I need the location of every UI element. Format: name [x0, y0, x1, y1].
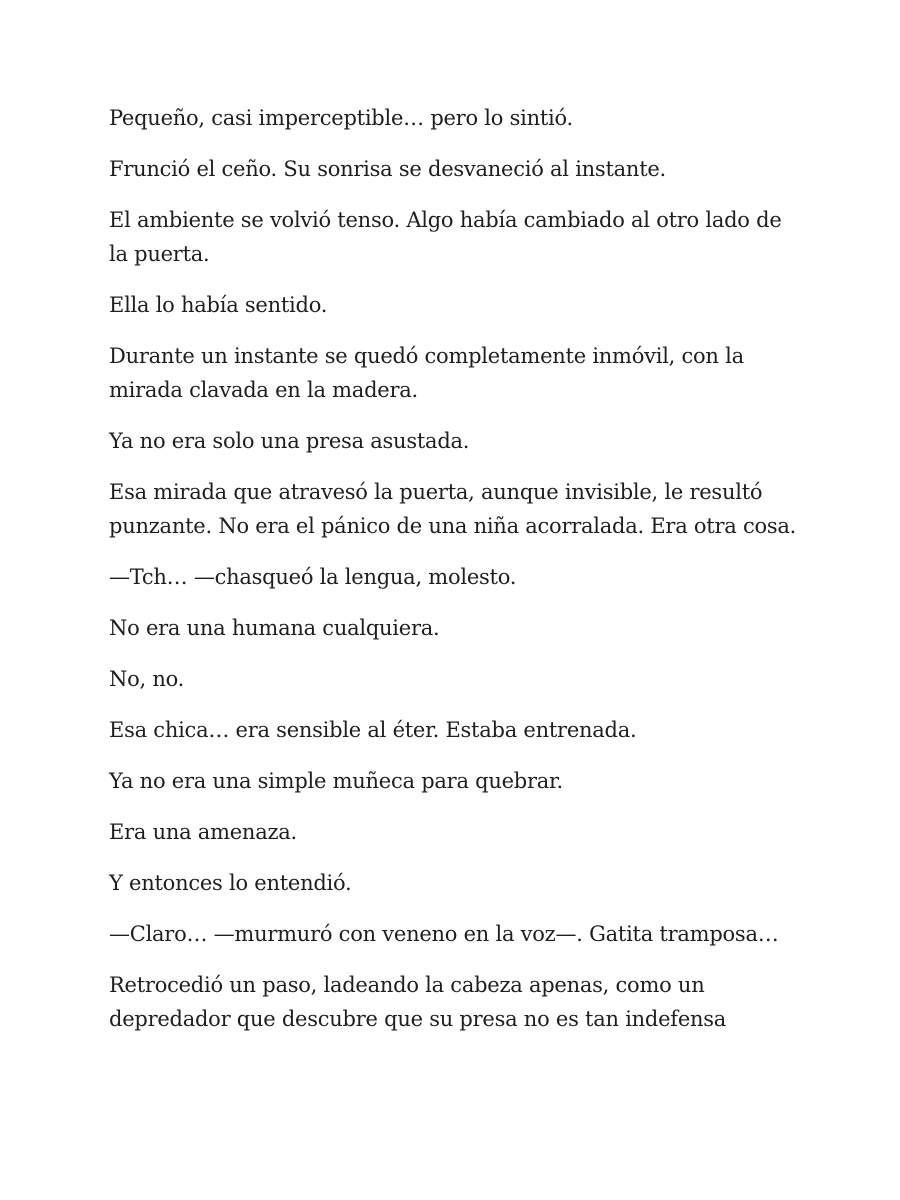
paragraph: Era una amenaza. — [109, 820, 297, 844]
paragraph: Ya no era solo una presa asustada. — [109, 429, 470, 453]
paragraph: Retrocedió un paso, ladeando la cabeza apenas, como un depredador que descubre que su presa no es tan indefensa — [109, 973, 727, 1031]
paragraph: Durante un instante se quedó completamente inmóvil, con la mirada clavada en la madera. — [109, 344, 744, 402]
paragraph: Pequeño, casi imperceptible… pero lo sintió. — [109, 106, 573, 130]
paragraph: El ambiente se volvió tenso. Algo había cambiado al otro lado de la puerta. — [109, 208, 782, 266]
body-text — [109, 101, 799, 1053]
paragraph: No era una humana cualquiera. — [109, 616, 440, 640]
paragraph: Frunció el ceño. Su sonrisa se desvaneció al instante. — [109, 157, 666, 181]
paragraph: Y entonces lo entendió. — [109, 871, 352, 895]
paragraph: —Tch… —chasqueó la lengua, molesto. — [109, 565, 517, 589]
paragraph: Esa chica… era sensible al éter. Estaba entrenada. — [109, 718, 637, 742]
paragraph: —Claro… —murmuró con veneno en la voz—. Gatita tramposa… — [109, 922, 779, 946]
paragraph: Ella lo había sentido. — [109, 293, 328, 317]
paragraph: Esa mirada que atravesó la puerta, aunque invisible, le resultó punzante. No era el pánico de una niña acorralada. Era otra cosa. — [109, 480, 797, 538]
paragraph: No, no. — [109, 667, 185, 691]
paragraph: Ya no era una simple muñeca para quebrar. — [109, 769, 563, 793]
